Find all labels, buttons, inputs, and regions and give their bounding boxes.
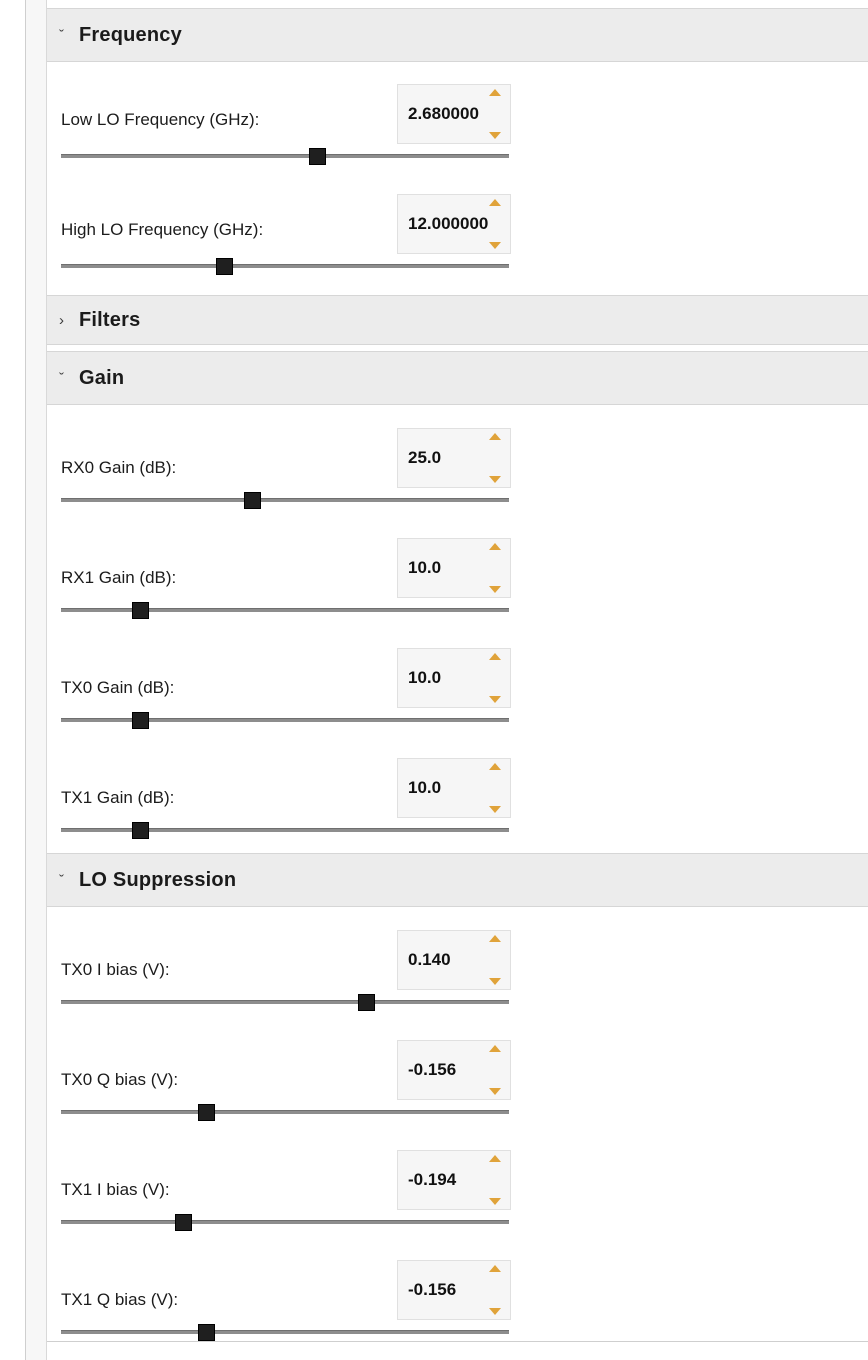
chevron-down-icon[interactable]: ˇ xyxy=(59,369,64,387)
tx1-gain-value: 10.0 xyxy=(408,778,442,797)
tx1-q-bias-slider[interactable] xyxy=(61,1322,509,1342)
tx0-q-bias-slider[interactable] xyxy=(61,1102,509,1122)
slider-handle[interactable] xyxy=(198,1324,215,1341)
section-title: Gain xyxy=(79,366,125,389)
tx1-gain-spinbox[interactable] xyxy=(397,758,511,818)
spinner-up-icon[interactable] xyxy=(489,199,501,206)
high-lo-frequency-label: High LO Frequency (GHz): xyxy=(61,220,264,239)
tx0-q-bias-spinbox[interactable] xyxy=(397,1040,511,1100)
high-lo-frequency-value: 12.000000 xyxy=(408,214,489,233)
control-rx1-gain xyxy=(47,516,868,626)
section-title: Filters xyxy=(79,308,141,331)
control-tx1-i-bias xyxy=(47,1128,868,1238)
spinner-up-icon[interactable] xyxy=(489,1045,501,1052)
rx1-gain-slider[interactable] xyxy=(61,600,509,620)
tx1-q-bias-spinbox[interactable] xyxy=(397,1260,511,1320)
settings-content xyxy=(47,0,868,1360)
slider-handle[interactable] xyxy=(132,822,149,839)
rx1-gain-label: RX1 Gain (dB): xyxy=(61,568,177,587)
tx1-i-bias-value: -0.194 xyxy=(408,1170,457,1189)
high-lo-frequency-slider[interactable] xyxy=(61,256,509,276)
spinner-down-icon[interactable] xyxy=(489,132,501,139)
spinner-down-icon[interactable] xyxy=(489,476,501,483)
spinner-up-icon[interactable] xyxy=(489,543,501,550)
control-tx0-i-bias xyxy=(47,908,868,1018)
rx0-gain-label: RX0 Gain (dB): xyxy=(61,458,177,477)
slider-handle[interactable] xyxy=(244,492,261,509)
section-header-lo-suppression[interactable] xyxy=(47,853,868,907)
spinner-arrows[interactable] xyxy=(488,935,502,985)
slider-handle[interactable] xyxy=(358,994,375,1011)
section-header-frequency[interactable] xyxy=(47,8,868,62)
spinner-arrows[interactable] xyxy=(488,1265,502,1315)
tx1-i-bias-slider[interactable] xyxy=(61,1212,509,1232)
slider-track xyxy=(61,1000,509,1004)
rx0-gain-spinbox[interactable] xyxy=(397,428,511,488)
tx0-i-bias-slider[interactable] xyxy=(61,992,509,1012)
spinner-arrows[interactable] xyxy=(488,1045,502,1095)
tx0-i-bias-value: 0.140 xyxy=(408,950,451,969)
tx1-gain-slider[interactable] xyxy=(61,820,509,840)
spinner-down-icon[interactable] xyxy=(489,1198,501,1205)
control-rx0-gain xyxy=(47,406,868,516)
rx1-gain-spinbox[interactable] xyxy=(397,538,511,598)
control-tx0-gain xyxy=(47,626,868,736)
tx1-gain-label: TX1 Gain (dB): xyxy=(61,788,175,807)
tx0-q-bias-value: -0.156 xyxy=(408,1060,457,1079)
panel-bottom-divider xyxy=(47,1341,868,1342)
tx0-gain-label: TX0 Gain (dB): xyxy=(61,678,175,697)
rx0-gain-value: 25.0 xyxy=(408,448,442,467)
slider-track xyxy=(61,154,509,158)
control-tx0-q-bias xyxy=(47,1018,868,1128)
tx1-q-bias-value: -0.156 xyxy=(408,1280,457,1299)
chevron-right-icon[interactable]: › xyxy=(59,311,64,329)
spinner-arrows[interactable] xyxy=(488,653,502,703)
left-gutter xyxy=(0,0,26,1360)
spinner-down-icon[interactable] xyxy=(489,586,501,593)
rx1-gain-value: 10.0 xyxy=(408,558,442,577)
slider-track xyxy=(61,1330,509,1334)
tx1-i-bias-spinbox[interactable] xyxy=(397,1150,511,1210)
slider-handle[interactable] xyxy=(175,1214,192,1231)
tx0-gain-value: 10.0 xyxy=(408,668,442,687)
spinner-up-icon[interactable] xyxy=(489,935,501,942)
spinner-down-icon[interactable] xyxy=(489,242,501,249)
spinner-down-icon[interactable] xyxy=(489,1088,501,1095)
spinner-arrows[interactable] xyxy=(488,199,502,249)
tx0-i-bias-spinbox[interactable] xyxy=(397,930,511,990)
slider-handle[interactable] xyxy=(132,712,149,729)
panel-scroll-gutter[interactable] xyxy=(26,0,47,1360)
spinner-down-icon[interactable] xyxy=(489,696,501,703)
spinner-down-icon[interactable] xyxy=(489,1308,501,1315)
chevron-down-icon[interactable]: ˇ xyxy=(59,871,64,889)
low-lo-frequency-slider[interactable] xyxy=(61,146,509,166)
spinner-arrows[interactable] xyxy=(488,763,502,813)
control-tx1-q-bias xyxy=(47,1238,868,1348)
slider-track xyxy=(61,718,509,722)
low-lo-frequency-label: Low LO Frequency (GHz): xyxy=(61,110,260,129)
slider-track xyxy=(61,264,509,268)
tx0-gain-spinbox[interactable] xyxy=(397,648,511,708)
spinner-down-icon[interactable] xyxy=(489,806,501,813)
section-header-gain[interactable] xyxy=(47,351,868,405)
control-low-lo-frequency xyxy=(47,62,868,168)
spinner-up-icon[interactable] xyxy=(489,89,501,96)
control-high-lo-frequency xyxy=(47,172,868,278)
spinner-up-icon[interactable] xyxy=(489,653,501,660)
section-title: LO Suppression xyxy=(79,868,237,891)
chevron-down-icon[interactable]: ˇ xyxy=(59,26,64,44)
low-lo-frequency-value: 2.680000 xyxy=(408,104,479,123)
tx0-gain-slider[interactable] xyxy=(61,710,509,730)
spinner-down-icon[interactable] xyxy=(489,978,501,985)
spinner-arrows[interactable] xyxy=(488,1155,502,1205)
tx1-q-bias-label: TX1 Q bias (V): xyxy=(61,1290,179,1309)
slider-track xyxy=(61,608,509,612)
spinner-arrows[interactable] xyxy=(488,433,502,483)
spinner-up-icon[interactable] xyxy=(489,763,501,770)
spinner-up-icon[interactable] xyxy=(489,1265,501,1272)
tx1-i-bias-label: TX1 I bias (V): xyxy=(61,1180,170,1199)
low-lo-frequency-spinbox[interactable] xyxy=(397,84,511,144)
control-tx1-gain xyxy=(47,736,868,846)
slider-track xyxy=(61,498,509,502)
tx0-q-bias-label: TX0 Q bias (V): xyxy=(61,1070,179,1089)
spinner-arrows[interactable] xyxy=(488,89,502,139)
slider-handle[interactable] xyxy=(198,1104,215,1121)
tx0-i-bias-label: TX0 I bias (V): xyxy=(61,960,170,979)
slider-track xyxy=(61,1110,509,1114)
slider-track xyxy=(61,1220,509,1224)
spinner-up-icon[interactable] xyxy=(489,433,501,440)
high-lo-frequency-spinbox[interactable] xyxy=(397,194,511,254)
slider-handle[interactable] xyxy=(216,258,233,275)
spinner-up-icon[interactable] xyxy=(489,1155,501,1162)
section-title: Frequency xyxy=(79,23,182,46)
slider-handle[interactable] xyxy=(132,602,149,619)
slider-handle[interactable] xyxy=(309,148,326,165)
spinner-arrows[interactable] xyxy=(488,543,502,593)
slider-track xyxy=(61,828,509,832)
section-header-filters[interactable] xyxy=(47,295,868,345)
rx0-gain-slider[interactable] xyxy=(61,490,509,510)
